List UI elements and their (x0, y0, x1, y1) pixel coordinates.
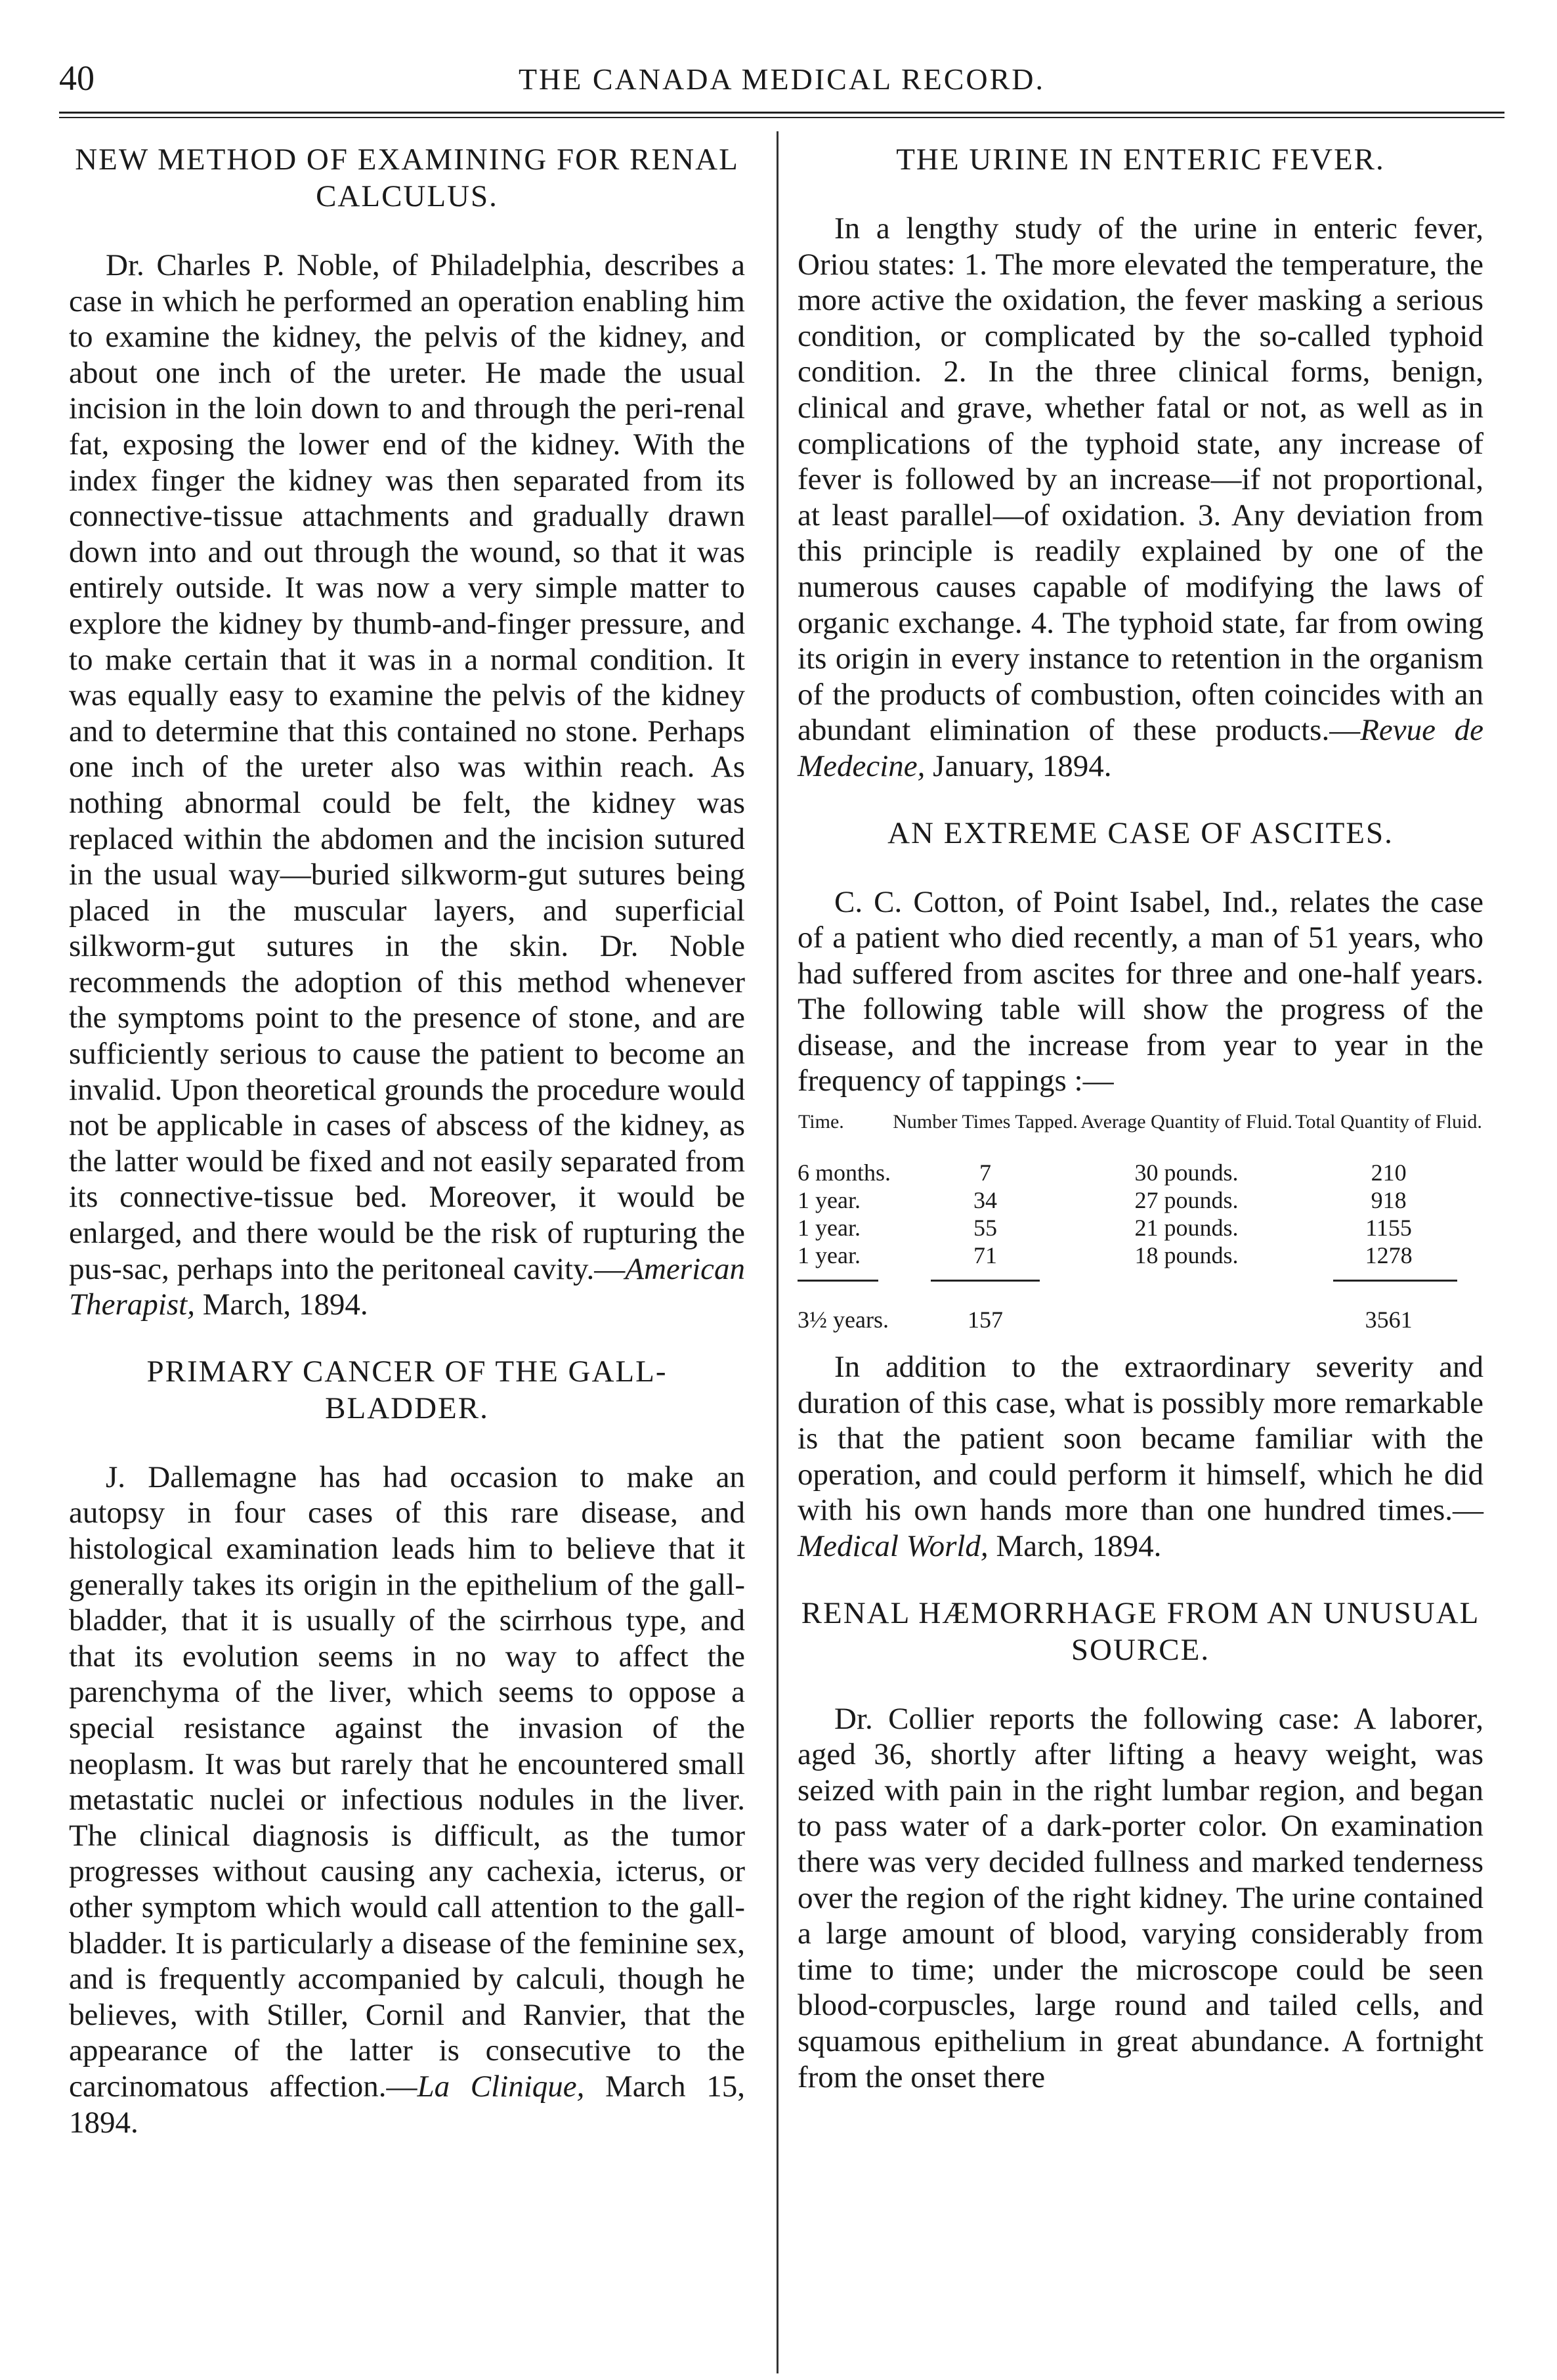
col-header: Time. (798, 1111, 844, 1133)
citation-date: March 15, 1894. (69, 2069, 745, 2140)
body-text: J. Dallemagne has had occasion to make an autopsy in four cases of this rare disease, and histological examination leads him to believe that it generally takes its origin in the epithelium of the gall-bladder, that it is usually of the scirrhous type, and that its evolution seems in no way to affect the parenchyma of the liver, which seems to oppose a special resistance against the invasion of the neoplasm. It was but rarely that he encountered small metastatic nuclei or infectious nodules in the liver. The clinical diagnosis is difficult, as the tumor progresses without causing any cachexia, icterus, or other symptom which would call attention to the gall-bladder. It is particularly a disease of the feminine sex, and is frequently accompanied by calculi, though he believes, with Stiller, Cornil and Ranvier, that the appearance of the latter is consecutive to the carcinomatous affection.— (69, 1460, 745, 2104)
cell: 210 (1371, 1159, 1407, 1186)
table-total-row (798, 1284, 1483, 1333)
article-body: C. C. Cotton, of Point Isabel, Ind., relates the case of a patient who died recently, a man of 51 years, who had suffered from ascites for three and one-half years. The following table will show the progress of the disease, and the increase from year to year in the frequency of tappings :— (798, 884, 1483, 1098)
cell: 1278 (1365, 1242, 1413, 1269)
cell: 3½ years. (798, 1307, 889, 1333)
article-title: AN EXTREME CASE OF ASCITES. (887, 815, 1394, 850)
table-header-row (798, 1111, 1483, 1159)
cell: 27 pounds. (1134, 1187, 1239, 1214)
article-title: NEW METHOD OF EXAMINING FOR RENAL CALCULUS. (75, 142, 739, 213)
table-row (798, 1214, 1483, 1242)
table-row (798, 1242, 1483, 1269)
article-urine-enteric-fever (798, 141, 1483, 785)
cell: 18 pounds. (1134, 1242, 1239, 1269)
cell: 157 (968, 1307, 1003, 1333)
citation-date: March, 1894. (988, 1529, 1162, 1564)
article-renal-calculus (69, 141, 745, 1323)
journal-title: THE CANADA MEDICAL RECORD. (518, 62, 1046, 96)
page-number: 40 (59, 58, 95, 98)
header-double-rule (59, 112, 1504, 118)
cell: 34 (973, 1187, 997, 1214)
column-divider (777, 131, 778, 2373)
cell: 30 pounds. (1134, 1159, 1239, 1186)
cell: 6 months. (798, 1159, 891, 1186)
table-row (798, 1159, 1483, 1186)
col-header: Average Quantity of Fluid. (1080, 1111, 1292, 1133)
cell: 1 year. (798, 1242, 861, 1269)
article-gall-bladder-cancer (69, 1353, 745, 2140)
col-header: Number Times Tapped. (893, 1111, 1078, 1133)
body-text: In addition to the extraordinary severity and duration of this case, what is possibly more remarkable is that the patient soon became familiar with the operation, and could perform it himself, which he did with his own hands more than one hundred times.— (798, 1350, 1483, 1528)
cell: 1 year. (798, 1215, 861, 1242)
body-text: Dr. Charles P. Noble, of Philadelphia, describes a case in which he performed an operation enabling him to examine the kidney, the pelvis of the kidney, and about one inch of the ureter. He made the usual incision in the loin down to and through the peri-renal fat, exposing the lower end of the kidney. With the index finger the kidney was then separated from its connective-tissue attachments and gradually drawn down into and out through the wound, so that it was entirely outside. It was now a very simple matter to explore the kidney by thumb-and-finger pressure, and to make certain that it was in a normal condition. It was equally easy to examine the pelvis of the kidney and to determine that this contained no stone. Perhaps one inch of the ureter also was within reach. As nothing abnormal could be felt, the kidney was replaced within the abdomen and the incision sutured in the usual way—buried silkworm-gut sutures being placed in the muscular layers, and superficial silkworm-gut sutures in the skin. Dr. Noble recommends the adoption of this method whenever the symptoms point to the presence of stone, and are sufficiently serious to cause the patient to become an invalid. Upon theoretical grounds the procedure would not be applicable in cases of abscess of the kidney, as the latter would be fixed and not easily separated from its connective-tissue bed. Moreover, it would be enlarged, and there would be the risk of rupturing the pus-sac, perhaps into the peritoneal cavity.— (69, 248, 745, 1286)
right-column (798, 141, 1483, 2125)
article-body (69, 248, 745, 1323)
article-body (798, 1349, 1483, 1565)
article-body (69, 1460, 745, 2140)
body-text: In a lengthy study of the urine in enteric fever, Oriou states: 1. The more elevated the temperature, the more active the oxidation, the fever masking a serious condition, or complicated by the so-called typhoid condition. 2. In the three clinical forms, benign, clinical and grave, whether fatal or not, as well as in complications of the typhoid state, any increase of fever is followed by an increase—if not proportional, at least parallel—of oxidation. 3. Any deviation from this principle is readily explained by one of the numerous causes capable of modifying the laws of organic exchange. 4. The typhoid state, far from owing its origin in every instance to retention in the organism of the products of combustion, often coincides with an abundant elimination of these products.— (798, 211, 1483, 748)
article-title: RENAL HÆMORRHAGE FROM AN UNUSUAL SOURCE. (801, 1595, 1480, 1667)
citation-date: January, 1894. (925, 748, 1112, 783)
article-renal-haemorrhage (798, 1595, 1483, 2096)
citation: American Therapist, (69, 1251, 745, 1322)
article-title: PRIMARY CANCER OF THE GALL-BLADDER. (146, 1354, 668, 1425)
cell: 55 (973, 1215, 997, 1242)
citation: La Clinique, (417, 2069, 585, 2104)
cell: 71 (973, 1242, 997, 1269)
article-body (798, 211, 1483, 785)
cell: 1155 (1365, 1215, 1412, 1242)
citation-date: March, 1894. (194, 1287, 368, 1322)
page-header (59, 58, 1504, 104)
table-row (798, 1186, 1483, 1214)
ascites-table (798, 1111, 1483, 1333)
citation: Medical World, (798, 1529, 989, 1564)
cell: 7 (979, 1159, 991, 1186)
article-body: Dr. Collier reports the following case: A laborer, aged 36, shortly after lifting a heavy weight, was seized with pain in the right lumbar region, and began to pass water of a dark-porter color. On examination there was very decided fullness and marked tenderness over the region of the right kidney. The urine contained a large amount of blood, varying considerably from time to time; under the microscope could be seen blood-corpuscles, large round and tailed cells, and squamous epithelium in great abundance. A fortnight from the onset there (798, 1701, 1483, 2094)
cell: 1 year. (798, 1187, 861, 1214)
article-title: THE URINE IN ENTERIC FEVER. (896, 142, 1385, 177)
cell: 3561 (1365, 1307, 1413, 1333)
cell: 918 (1371, 1187, 1407, 1214)
left-column (69, 141, 745, 2171)
article-ascites (798, 815, 1483, 1565)
cell: 21 pounds. (1134, 1215, 1239, 1242)
cell (1079, 1284, 1294, 1333)
total-rule-row (798, 1269, 1483, 1284)
col-header: Total Quantity of Fluid. (1295, 1111, 1482, 1133)
citation: Revue de Medecine, (798, 713, 1484, 783)
